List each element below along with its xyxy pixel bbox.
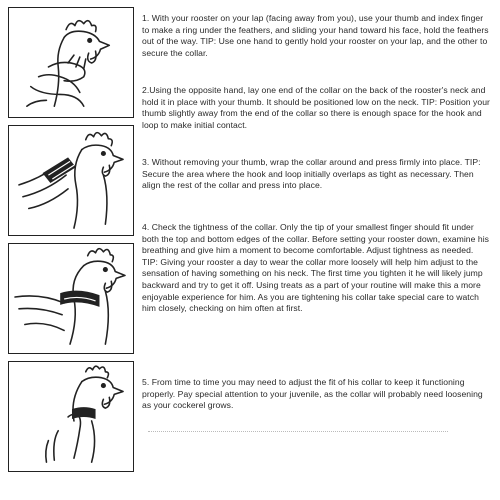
illustration-step-3	[8, 243, 134, 354]
step-2-text: 2.Using the opposite hand, lay one end of the collar on the back of the rooster's neck and hold it in place with your thumb. It should be positioned low on the neck. TIP: Position your thumb slightly away from the end of the collar so there is enough space for the hook and loop to make initial contact.	[142, 85, 490, 130]
step-4-text: 4. Check the tightness of the collar. Only the tip of your smallest finger should fit under both the top and bottom edges of the collar. Before setting your rooster down, examine his breathing and give him a moment to become comfortable. Adjust tightness as needed. TIP: Giving your rooster a day to wear the collar more loosely will help him adjust to the sensation of having something on his neck. The first time you tighten it he will likely jump backward and try to get it off. Using treats as a part of your routine will make this a more enjoyable experience for him. As you are tightening his collar take special care to watch him closely, checking on him often at first.	[142, 222, 490, 314]
illustration-step-1	[8, 7, 134, 118]
step-5-text: 5. From time to time you may need to adjust the fit of his collar to keep it functioning properly. Pay special attention to your juvenile, as the collar will probably need loosening as your cockerel grows.	[142, 377, 483, 411]
footer-divider	[148, 431, 448, 432]
illustration-step-2	[8, 125, 134, 236]
step-1-text: 1. With your rooster on your lap (facing away from you), use your thumb and index finger to make a ring under the feathers, and sliding your hand toward his face, hold the feathers out of the way. TIP: Use one hand to gently hold your rooster on your lap, and the other to secure the collar.	[142, 13, 489, 58]
illustration-step-4	[8, 361, 134, 472]
step-3-text: 3. Without removing your thumb, wrap the collar around and press firmly into place. TIP: Secure the area where the hook and loop initially overlaps as tight as necessary. Then align the rest of the collar and press into place.	[142, 157, 481, 191]
rooster-collar-wrap-icon	[9, 244, 133, 353]
rooster-collar-place-icon	[9, 126, 133, 235]
rooster-collar-check-icon	[9, 362, 133, 471]
rooster-hand-ring-icon	[9, 8, 133, 117]
